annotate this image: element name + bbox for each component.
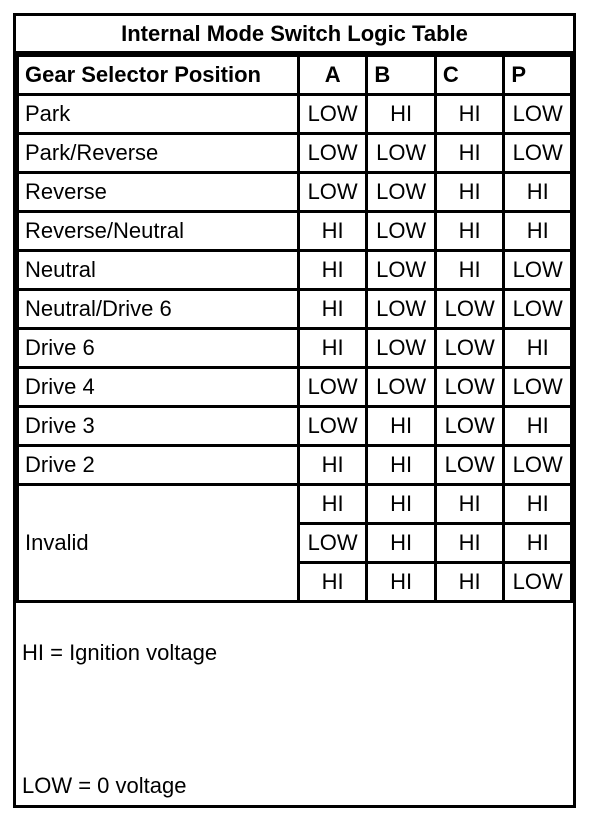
logic-table-frame	[13, 13, 576, 808]
signal-value-cell: HI	[298, 446, 367, 485]
signal-value-cell: HI	[504, 485, 572, 524]
signal-value-cell: LOW	[367, 329, 436, 368]
gear-position-cell: Neutral/Drive 6	[18, 290, 299, 329]
signal-value-cell: LOW	[504, 563, 572, 602]
table-row	[18, 446, 572, 485]
signal-value-cell: HI	[298, 290, 367, 329]
signal-value-cell: LOW	[367, 368, 436, 407]
note-low: LOW = 0 voltage	[22, 773, 187, 798]
signal-value-cell: HI	[504, 329, 572, 368]
signal-value-cell: HI	[435, 95, 504, 134]
table-title: Internal Mode Switch Logic Table	[16, 16, 573, 54]
table-row	[18, 212, 572, 251]
gear-position-cell: Neutral	[18, 251, 299, 290]
table-row-invalid	[18, 485, 572, 524]
signal-value-cell: HI	[367, 446, 436, 485]
logic-table	[16, 54, 573, 603]
gear-position-cell-invalid: Invalid	[18, 485, 299, 602]
header-a: A	[298, 56, 367, 95]
signal-value-cell: LOW	[367, 173, 436, 212]
signal-value-cell: LOW	[504, 95, 572, 134]
signal-value-cell: LOW	[504, 251, 572, 290]
gear-position-cell: Reverse/Neutral	[18, 212, 299, 251]
signal-value-cell: LOW	[298, 134, 367, 173]
table-row	[18, 95, 572, 134]
gear-position-cell: Reverse	[18, 173, 299, 212]
signal-value-cell: LOW	[504, 134, 572, 173]
signal-value-cell: LOW	[367, 290, 436, 329]
signal-value-cell: HI	[367, 485, 436, 524]
table-row	[18, 368, 572, 407]
signal-value-cell: HI	[504, 173, 572, 212]
signal-value-cell: LOW	[504, 290, 572, 329]
signal-value-cell: HI	[435, 134, 504, 173]
table-row	[18, 134, 572, 173]
gear-position-cell: Park	[18, 95, 299, 134]
signal-value-cell: HI	[298, 329, 367, 368]
signal-value-cell: LOW	[298, 524, 367, 563]
gear-position-cell: Drive 4	[18, 368, 299, 407]
signal-value-cell: HI	[504, 524, 572, 563]
table-row	[18, 173, 572, 212]
signal-value-cell: HI	[298, 485, 367, 524]
gear-position-cell: Drive 6	[18, 329, 299, 368]
signal-value-cell: HI	[435, 563, 504, 602]
signal-value-cell: LOW	[435, 368, 504, 407]
note-hi: HI = Ignition voltage	[22, 640, 218, 665]
signal-value-cell: LOW	[367, 134, 436, 173]
header-row	[18, 56, 572, 95]
signal-value-cell: LOW	[435, 329, 504, 368]
signal-value-cell: HI	[298, 251, 367, 290]
header-gear-selector-position: Gear Selector Position	[18, 56, 299, 95]
signal-value-cell: HI	[367, 563, 436, 602]
signal-value-cell: LOW	[435, 407, 504, 446]
signal-value-cell: HI	[298, 212, 367, 251]
legend-notes	[16, 630, 573, 805]
signal-value-cell: LOW	[435, 290, 504, 329]
gear-position-cell: Park/Reverse	[18, 134, 299, 173]
signal-value-cell: LOW	[298, 368, 367, 407]
header-p: P	[504, 56, 572, 95]
header-c: C	[435, 56, 504, 95]
signal-value-cell: HI	[435, 173, 504, 212]
signal-value-cell: HI	[435, 485, 504, 524]
gear-position-cell: Drive 2	[18, 446, 299, 485]
signal-value-cell: HI	[435, 251, 504, 290]
signal-value-cell: LOW	[367, 251, 436, 290]
signal-value-cell: LOW	[298, 173, 367, 212]
signal-value-cell: LOW	[504, 446, 572, 485]
signal-value-cell: HI	[435, 524, 504, 563]
gear-position-cell: Drive 3	[18, 407, 299, 446]
signal-value-cell: HI	[367, 95, 436, 134]
table-row	[18, 251, 572, 290]
signal-value-cell: HI	[298, 563, 367, 602]
signal-value-cell: LOW	[298, 407, 367, 446]
signal-value-cell: HI	[435, 212, 504, 251]
signal-value-cell: HI	[504, 212, 572, 251]
table-row	[18, 329, 572, 368]
header-b: B	[367, 56, 436, 95]
signal-value-cell: LOW	[367, 212, 436, 251]
signal-value-cell: LOW	[435, 446, 504, 485]
table-row	[18, 407, 572, 446]
table-row	[18, 290, 572, 329]
signal-value-cell: LOW	[298, 95, 367, 134]
signal-value-cell: HI	[367, 407, 436, 446]
signal-value-cell: LOW	[504, 368, 572, 407]
signal-value-cell: HI	[367, 524, 436, 563]
signal-value-cell: HI	[504, 407, 572, 446]
